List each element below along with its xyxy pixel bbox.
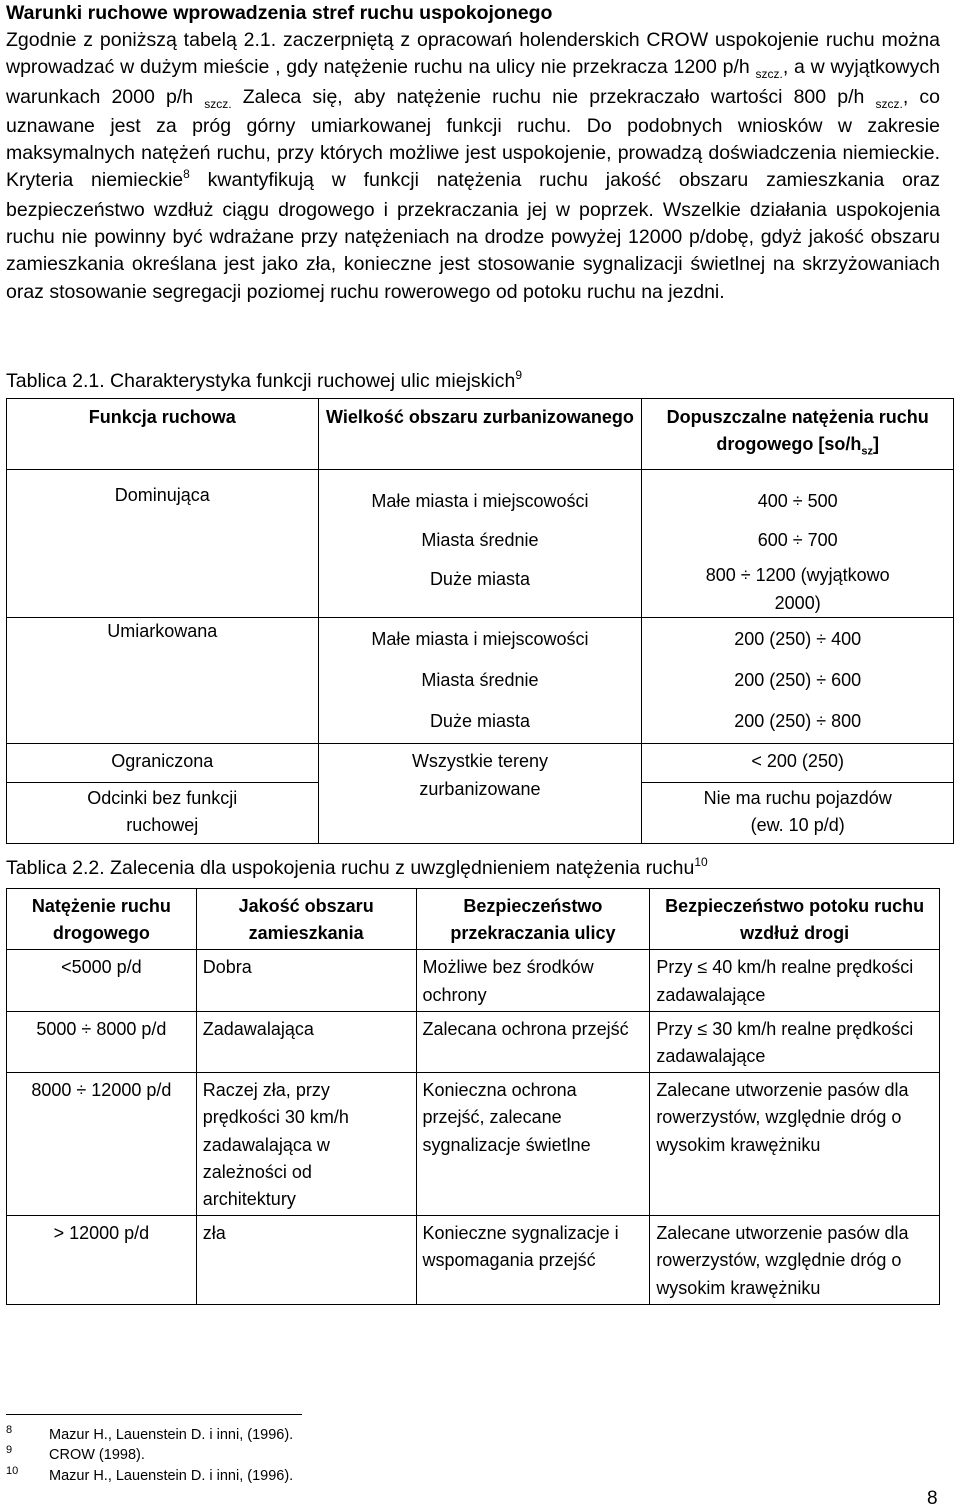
para-text: Zgodnie z poniższą tabelą 2.1. zaczerpniętą z opracowań holenderskich CROW uspokojenie ruchu można wprowadzać w dużym mieście , gdy natężenie ruchu na ulicy nie przekracza 1200 p/h — [6, 29, 940, 79]
footnote-ref: 10 — [694, 855, 708, 869]
table-row — [7, 617, 954, 653]
area-cell: Duże miasta — [318, 694, 642, 744]
function-cell — [7, 515, 319, 554]
table-cell: Raczej zła, przy prędkości 30 km/h zadawalająca w zależności od architektury — [196, 1073, 416, 1216]
footnote-ref: 9 — [515, 368, 523, 382]
para-text: , a w wyjątkowych warunkach 2000 p/h — [6, 56, 940, 108]
header-cell: Bezpieczeństwo przekraczania ulicy — [416, 889, 650, 950]
footnote-number: 10 — [6, 1465, 19, 1477]
header-subscript: sz — [861, 445, 873, 458]
header-cell — [642, 399, 954, 470]
footnote-text: CROW (1998). — [49, 1447, 145, 1463]
table-row — [7, 1073, 940, 1216]
table-header-row — [7, 889, 940, 950]
value-cell: 600 ÷ 700 — [642, 515, 954, 554]
header-text: ] — [872, 434, 879, 455]
table-cell: Zadawalająca — [196, 1011, 416, 1072]
table1-caption — [6, 368, 522, 396]
table-row — [7, 1011, 940, 1072]
footnote-divider — [6, 1414, 302, 1415]
function-cell — [7, 554, 319, 617]
table-cell: zła — [196, 1216, 416, 1305]
traffic-function-table — [6, 398, 954, 844]
footnote-number: 9 — [6, 1444, 13, 1456]
area-cell: Wszystkie tereny zurbanizowane — [318, 744, 642, 844]
para-subscript: szcz. — [875, 96, 903, 111]
header-cell: Jakość obszaru zamieszkania — [196, 889, 416, 950]
para-subscript: szcz. — [755, 67, 783, 82]
footnote-ref: 8 — [183, 167, 190, 182]
table-cell: Możliwe bez środków ochrony — [416, 950, 650, 1011]
table2-caption — [6, 855, 708, 883]
table-row — [7, 1216, 940, 1305]
value-cell: 400 ÷ 500 — [642, 470, 954, 516]
caption-text: Tablica 2.1. Charakterystyka funkcji ruchowej ulic miejskich — [6, 370, 516, 392]
function-cell — [7, 653, 319, 694]
area-cell: Małe miasta i miejscowości — [318, 617, 642, 653]
header-text: Dopuszczalne natężenia ruchu drogowego [so/h — [666, 407, 929, 455]
table-row — [7, 950, 940, 1011]
area-cell: Duże miasta — [318, 554, 642, 617]
table-cell: Przy ≤ 40 km/h realne prędkości zadawalające — [650, 950, 940, 1011]
table-cell: Zalecane utworzenie pasów dla rowerzystów, względnie dróg o wysokim krawężniku — [650, 1073, 940, 1216]
header-cell: Natężenie ruchu drogowego — [7, 889, 197, 950]
body-paragraph — [6, 27, 940, 306]
function-cell — [7, 694, 319, 744]
table-cell: 5000 ÷ 8000 p/d — [7, 1011, 197, 1072]
value-cell: 200 (250) ÷ 800 — [642, 694, 954, 744]
para-text: , co uznawane jest za próg górny umiarkowanej funkcji ruchu. Do podobnych wniosków w zakresie maksymalnych natężeń ruchu, przy których możliwe jest uspokojenie, prowadzą doświadczenia niemieckie. Kryteria niemieckie — [6, 85, 940, 192]
table-row — [7, 653, 954, 694]
header-cell: Bezpieczeństwo potoku ruchu wzdłuż drogi — [650, 889, 940, 950]
area-cell: Miasta średnie — [318, 653, 642, 694]
value-cell: 200 (250) ÷ 400 — [642, 617, 954, 653]
table-cell: <5000 p/d — [7, 950, 197, 1011]
recommendations-table — [6, 888, 940, 1305]
table-row — [7, 744, 954, 782]
value-cell: Nie ma ruchu pojazdów (ew. 10 p/d) — [642, 782, 954, 843]
table-cell: Przy ≤ 30 km/h realne prędkości zadawalające — [650, 1011, 940, 1072]
function-cell: Umiarkowana — [7, 617, 319, 653]
section-heading: Warunki ruchowe wprowadzenia stref ruchu uspokojonego — [6, 2, 553, 24]
header-cell: Funkcja ruchowa — [7, 399, 319, 470]
table-cell: Zalecana ochrona przejść — [416, 1011, 650, 1072]
para-text: kwantyfikują w funkcji natężenia ruchu jakość obszaru zamieszkania oraz bezpieczeństwo wzdłuż ciągu drogowego i przekraczania jej w poprzek. Wszelkie działania uspokojenia ruchu nie powinny być wdrażane przy natężeniach na drodze powyżej 12000 p/dobę, gdyż jakość obszaru zamieszkania określana jest jako zła, konieczne jest stosowanie sygnalizacji świetlnej na skrzyżowaniach oraz stosowanie segregacji poziomej ruchu rowerowego od potoku ruchu na jezdni. — [6, 169, 940, 303]
header-cell: Wielkość obszaru zurbanizowanego — [318, 399, 642, 470]
para-text: Zaleca się, aby natężenie ruchu nie przekraczało wartości 800 p/h — [231, 85, 876, 108]
footnote-text: Mazur H., Lauenstein D. i inni, (1996). — [49, 1427, 294, 1443]
area-cell: Miasta średnie — [318, 515, 642, 554]
table-row — [7, 470, 954, 516]
footnote-number: 8 — [6, 1424, 13, 1436]
table-cell: Konieczne sygnalizacje i wspomagania przejść — [416, 1216, 650, 1305]
table-cell: Dobra — [196, 950, 416, 1011]
value-cell: < 200 (250) — [642, 744, 954, 782]
value-cell: 800 ÷ 1200 (wyjątkowo 2000) — [642, 554, 954, 617]
table-cell: > 12000 p/d — [7, 1216, 197, 1305]
table-row — [7, 554, 954, 617]
value-cell: 200 (250) ÷ 600 — [642, 653, 954, 694]
function-cell: Ograniczona — [7, 744, 319, 782]
table-header-row — [7, 399, 954, 470]
function-cell: Dominująca — [7, 470, 319, 516]
footnote-text: Mazur H., Lauenstein D. i inni, (1996). — [49, 1468, 294, 1484]
caption-text: Tablica 2.2. Zalecenia dla uspokojenia ruchu z uwzględnieniem natężenia ruchu — [6, 857, 695, 879]
table-cell: Zalecane utworzenie pasów dla rowerzystów, względnie dróg o wysokim krawężniku — [650, 1216, 940, 1305]
table-row — [7, 515, 954, 554]
table-row — [7, 694, 954, 744]
table-cell: Konieczna ochrona przejść, zalecane sygnalizacje świetlne — [416, 1073, 650, 1216]
function-cell: Odcinki bez funkcji ruchowej — [7, 782, 319, 843]
page-number: 8 — [927, 1488, 938, 1509]
table-cell: 8000 ÷ 12000 p/d — [7, 1073, 197, 1216]
para-subscript: szcz. — [204, 96, 232, 111]
area-cell: Małe miasta i miejscowości — [318, 470, 642, 516]
